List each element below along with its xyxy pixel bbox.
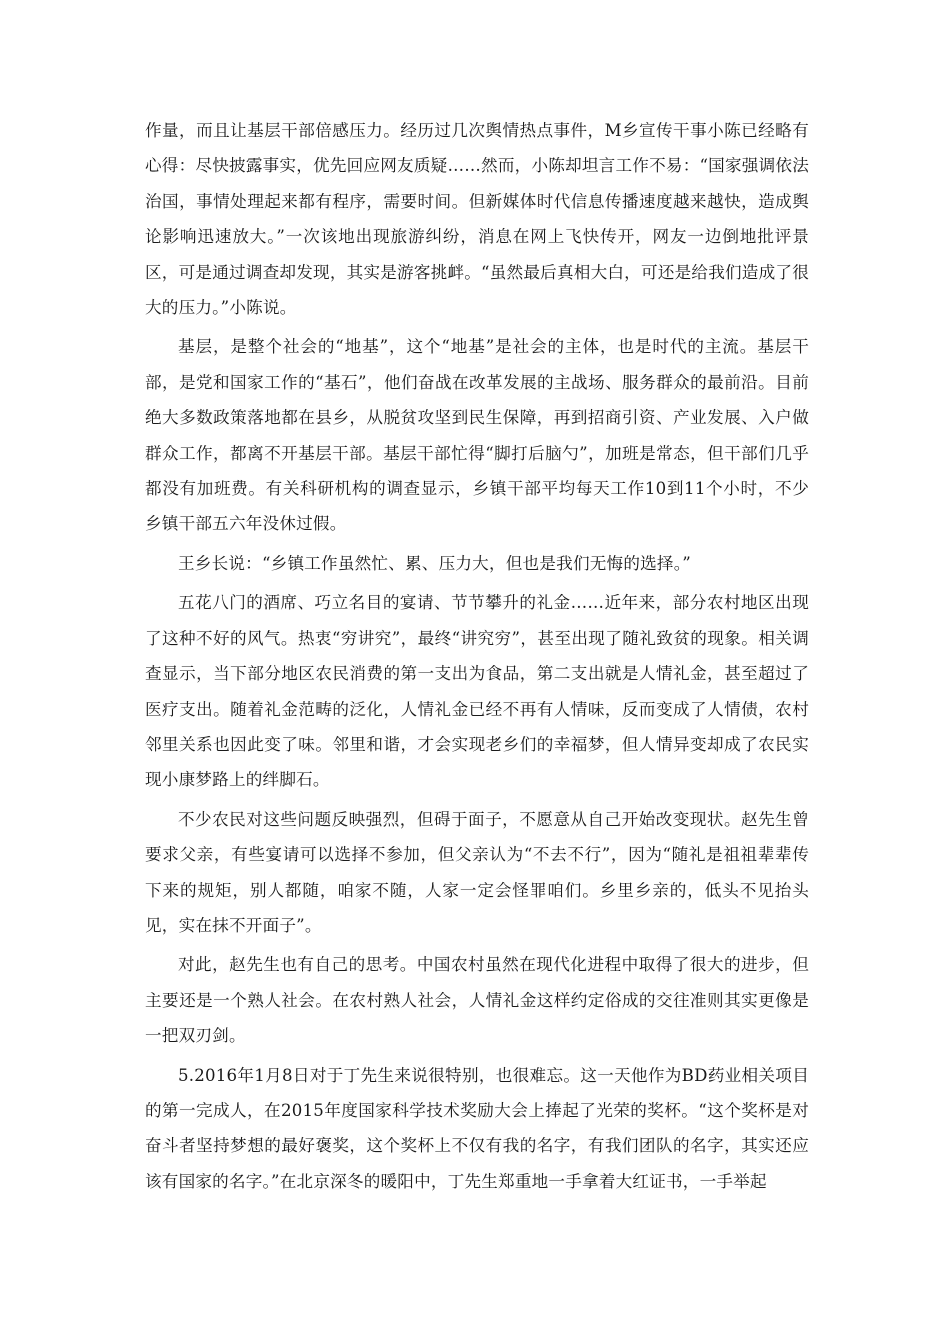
paragraph-7: 5.2016年1月8日对于丁先生来说很特别，也很难忘。这一天他作为BD药业相关项目的第一完成人，在2015年度国家科学技术奖励大会上捧起了光荣的奖杯。“这个奖杯是对奋斗者坚持梦想的最好褒奖，这个奖杯上不仅有我的名字，有我们团队的名字，其实还应该有国家的名字。”在北京深冬的暖阳中，丁先生郑重地一手拿着大红证书，一手举起 [145, 1065, 809, 1191]
document-body [145, 113, 809, 1199]
paragraph-2: 基层，是整个社会的“地基”，这个“地基”是社会的主体，也是时代的主流。基层干部，是党和国家工作的“基石”，他们奋战在改革发展的主战场、服务群众的最前沿。目前绝大多数政策落地都在县乡，从脱贫攻坚到民生保障，再到招商引资、产业发展、入户做群众工作，都离不开基层干部。基层干部忙得“脚打后脑勺”，加班是常态，但干部们几乎都没有加班费。有关科研机构的调查显示，乡镇干部平均每天工作10到11个小时，不少乡镇干部五六年没休过假。 [145, 337, 809, 534]
paragraph-5: 不少农民对这些问题反映强烈，但碍于面子，不愿意从自己开始改变现状。赵先生曾要求父亲，有些宴请可以选择不参加，但父亲认为“不去不行”，因为“随礼是祖祖辈辈传下来的规矩，别人都随，咱家不随，人家一定会怪罪咱们。乡里乡亲的，低头不见抬头见，实在抹不开面子”。 [145, 809, 809, 935]
paragraph-1: 作量，而且让基层干部倍感压力。经历过几次舆情热点事件，M乡宣传干事小陈已经略有心得：尽快披露事实，优先回应网友质疑……然而，小陈却坦言工作不易：“国家强调依法治国，事情处理起来都有程序，需要时间。但新媒体时代信息传播速度越来越快，造成舆论影响迅速放大。”一次该地出现旅游纠纷，消息在网上飞快传开，网友一边倒地批评景区，可是通过调查却发现，其实是游客挑衅。“虽然最后真相大白，可还是给我们造成了很大的压力。”小陈说。 [145, 121, 809, 318]
paragraph-6: 对此，赵先生也有自己的思考。中国农村虽然在现代化进程中取得了很大的进步，但主要还是一个熟人社会。在农村熟人社会，人情礼金这样约定俗成的交往准则其实更像是一把双刃剑。 [145, 955, 809, 1046]
paragraph-4: 五花八门的酒席、巧立名目的宴请、节节攀升的礼金……近年来，部分农村地区出现了这种不好的风气。热衷“穷讲究”，最终“讲究穷”，甚至出现了随礼致贫的现象。相关调查显示，当下部分地区农民消费的第一支出为食品，第二支出就是人情礼金，甚至超过了医疗支出。随着礼金范畴的泛化，人情礼金已经不再有人情味，反而变成了人情债，农村邻里关系也因此变了味。邻里和谐，才会实现老乡们的幸福梦，但人情异变却成了农民实现小康梦路上的绊脚石。 [145, 593, 809, 790]
paragraph-3: 王乡长说：“乡镇工作虽然忙、累、压力大，但也是我们无悔的选择。” [178, 553, 691, 573]
